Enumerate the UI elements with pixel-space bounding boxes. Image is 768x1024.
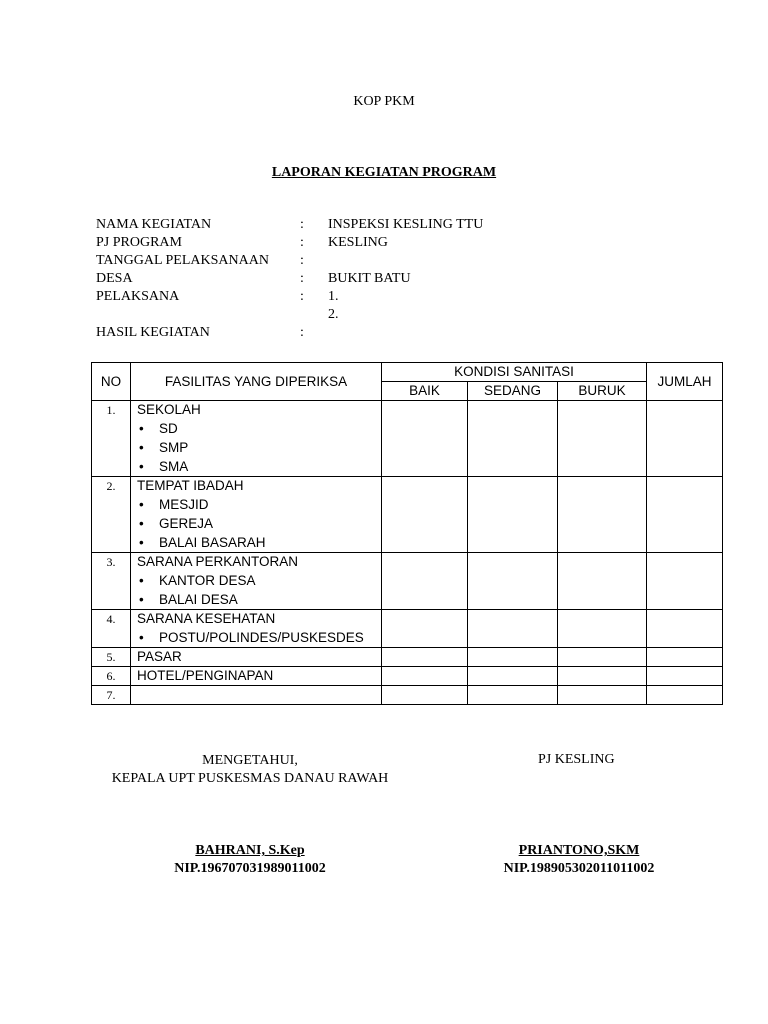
facility-subitem: • SD [137, 419, 375, 438]
jumlah-cell[interactable] [647, 401, 723, 477]
facility-title: SARANA KESEHATAN [137, 611, 276, 626]
info-colon: : [300, 271, 304, 286]
facility-title: SEKOLAH [137, 402, 201, 417]
facility-title: SARANA PERKANTORAN [137, 554, 299, 569]
info-value: BUKIT BATU [328, 271, 411, 286]
sedang-cell[interactable] [468, 648, 558, 667]
facility-title: HOTEL/PENGINAPAN [137, 668, 274, 683]
kop-header: KOP PKM [353, 94, 415, 109]
baik-cell[interactable] [382, 610, 468, 648]
info-label: DESA [96, 271, 133, 286]
row-number: 1. [92, 401, 131, 477]
sedang-cell[interactable] [468, 610, 558, 648]
signature-right-block [480, 842, 678, 878]
table-row [92, 610, 723, 648]
facility-subitem: • BALAI DESA [137, 590, 375, 609]
info-value: 2. [328, 307, 339, 322]
facility-title [137, 686, 375, 704]
info-label: HASIL KEGIATAN [96, 325, 210, 340]
table-row [92, 401, 723, 477]
sedang-cell[interactable] [468, 686, 558, 705]
facility-title: PASAR [137, 649, 182, 664]
sedang-cell[interactable] [468, 477, 558, 553]
info-value: INSPEKSI KESLING TTU [328, 217, 484, 232]
header-no: NO [92, 363, 131, 401]
buruk-cell[interactable] [558, 610, 647, 648]
info-label: NAMA KEGIATAN [96, 217, 212, 232]
baik-cell[interactable] [382, 667, 468, 686]
buruk-cell[interactable] [558, 648, 647, 667]
header-jumlah: JUMLAH [647, 363, 723, 401]
info-label: PELAKSANA [96, 289, 180, 304]
info-label: PJ PROGRAM [96, 235, 182, 250]
buruk-cell[interactable] [558, 667, 647, 686]
buruk-cell[interactable] [558, 477, 647, 553]
signature-left-line2: KEPALA UPT PUSKESMAS DANAU RAWAH [111, 771, 389, 786]
facility-subitem: • MESJID [137, 495, 375, 514]
sedang-cell[interactable] [468, 401, 558, 477]
baik-cell[interactable] [382, 477, 468, 553]
info-colon: : [300, 253, 304, 268]
signature-right-nip: NIP.198905302011011002 [503, 861, 655, 876]
facility-cell [131, 686, 382, 705]
info-value: KESLING [328, 235, 388, 250]
facility-title: TEMPAT IBADAH [137, 478, 244, 493]
signature-left-block [150, 842, 350, 878]
buruk-cell[interactable] [558, 686, 647, 705]
buruk-cell[interactable] [558, 553, 647, 610]
signature-left-nip: NIP.196707031989011002 [174, 861, 326, 876]
header-baik: BAIK [382, 382, 468, 401]
info-value: 1. [328, 289, 339, 304]
header-buruk: BURUK [558, 382, 647, 401]
header-facility: FASILITAS YANG DIPERIKSA [131, 363, 382, 401]
facility-cell [131, 401, 382, 477]
sanitation-table [91, 362, 723, 705]
row-number: 2. [92, 477, 131, 553]
buruk-cell[interactable] [558, 401, 647, 477]
row-number: 4. [92, 610, 131, 648]
facility-subitem: • GEREJA [137, 514, 375, 533]
table-row [92, 667, 723, 686]
facility-subitem: • SMP [137, 438, 375, 457]
facility-cell [131, 610, 382, 648]
signature-left-line1: MENGETAHUI, [202, 753, 298, 768]
signature-left-heading [99, 752, 401, 788]
baik-cell[interactable] [382, 686, 468, 705]
sedang-cell[interactable] [468, 553, 558, 610]
table-row [92, 686, 723, 705]
info-label: TANGGAL PELAKSANAAN [96, 253, 269, 268]
jumlah-cell[interactable] [647, 610, 723, 648]
signature-right-name: PRIANTONO,SKM [518, 843, 640, 858]
row-number: 3. [92, 553, 131, 610]
jumlah-cell[interactable] [647, 648, 723, 667]
facility-cell [131, 553, 382, 610]
facility-subitem: • BALAI BASARAH [137, 533, 375, 552]
signature-right-heading: PJ KESLING [538, 752, 615, 767]
row-number: 7. [92, 686, 131, 705]
row-number: 6. [92, 667, 131, 686]
baik-cell[interactable] [382, 648, 468, 667]
facility-subitem: • POSTU/POLINDES/PUSKESDES [137, 628, 375, 647]
info-colon: : [300, 235, 304, 250]
table-row [92, 553, 723, 610]
baik-cell[interactable] [382, 401, 468, 477]
facility-subitem: • SMA [137, 457, 375, 476]
baik-cell[interactable] [382, 553, 468, 610]
report-title: LAPORAN KEGIATAN PROGRAM [271, 165, 497, 180]
header-condition: KONDISI SANITASI [382, 363, 647, 382]
table-body [92, 401, 723, 705]
jumlah-cell[interactable] [647, 477, 723, 553]
jumlah-cell[interactable] [647, 667, 723, 686]
info-colon: : [300, 325, 304, 340]
sedang-cell[interactable] [468, 667, 558, 686]
facility-cell [131, 648, 382, 667]
jumlah-cell[interactable] [647, 686, 723, 705]
facility-cell [131, 477, 382, 553]
table-row [92, 648, 723, 667]
signature-left-name: BAHRANI, S.Kep [195, 843, 305, 858]
header-sedang: SEDANG [468, 382, 558, 401]
facility-cell [131, 667, 382, 686]
facility-subitem: • KANTOR DESA [137, 571, 375, 590]
info-colon: : [300, 289, 304, 304]
row-number: 5. [92, 648, 131, 667]
info-colon: : [300, 217, 304, 232]
table-row [92, 477, 723, 553]
jumlah-cell[interactable] [647, 553, 723, 610]
